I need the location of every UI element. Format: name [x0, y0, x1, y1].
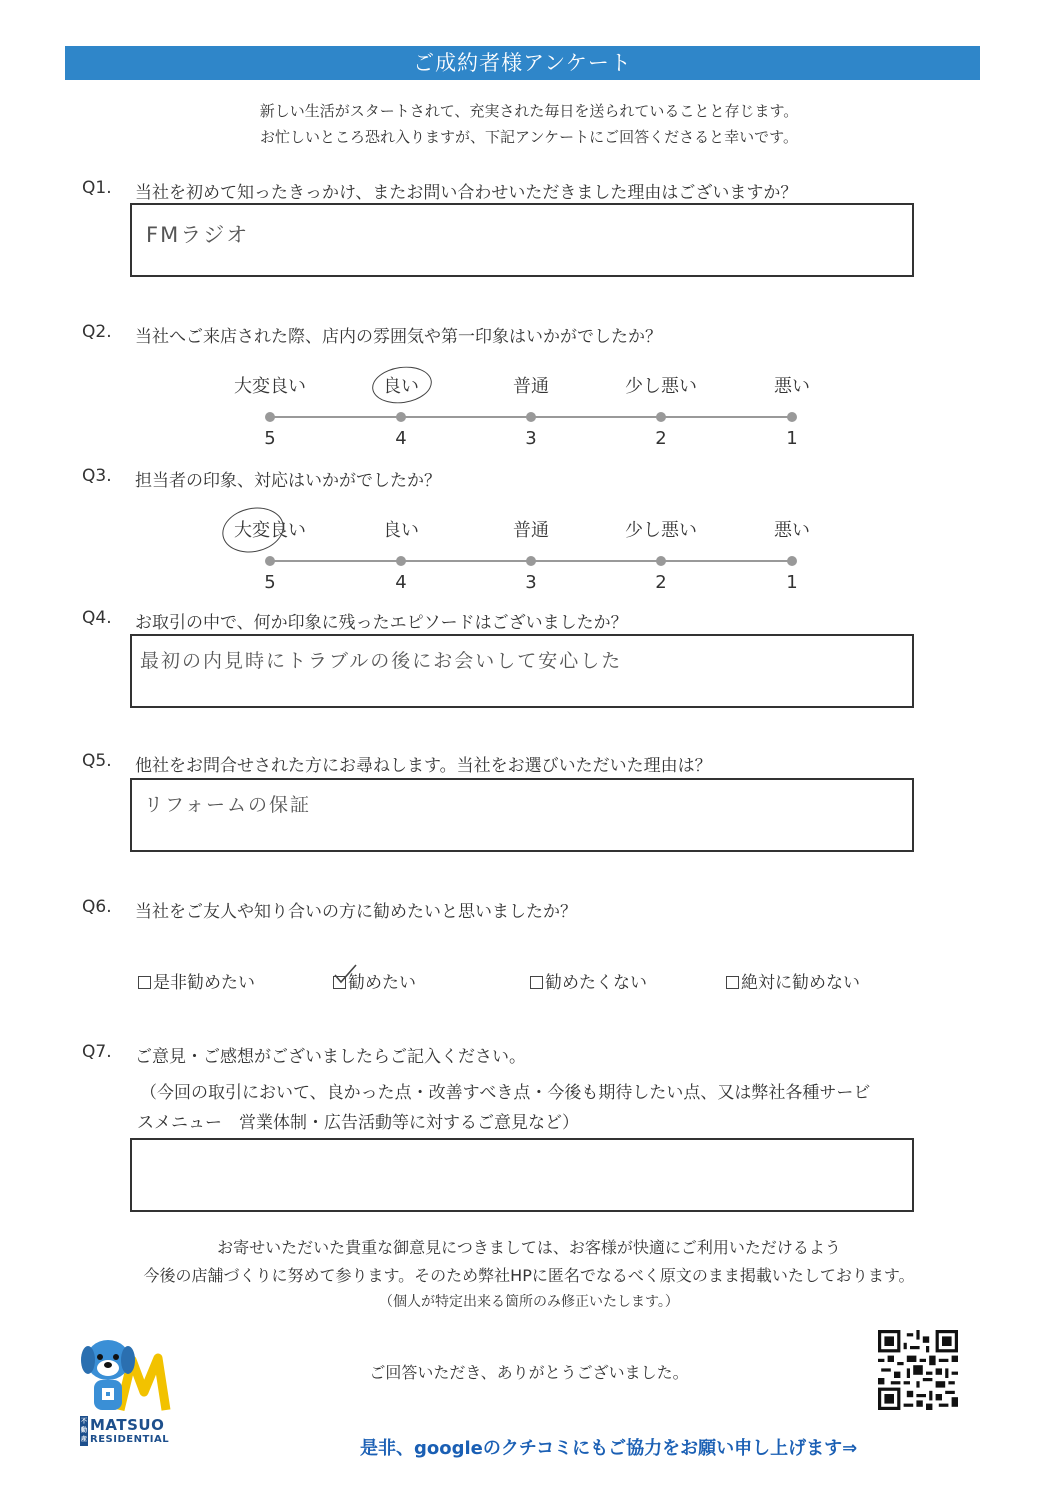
- thanks-message: ご回答いただき、ありがとうございました。: [369, 1363, 689, 1382]
- q7-question: ご意見・ご感想がございましたらご記入ください。: [135, 1047, 526, 1067]
- q3-option-1-label: 悪い: [774, 520, 810, 541]
- q2-num-5: 5: [264, 428, 276, 449]
- q2-num-2: 2: [655, 428, 667, 449]
- logo-brand: MATSUO: [90, 1416, 165, 1434]
- q5-answer-text: リフォームの保証: [144, 794, 312, 816]
- q3-dot-4[interactable]: [396, 556, 406, 566]
- intro-line-1: 新しい生活がスタートされて、充実された毎日を送られていることと存じます。: [259, 102, 799, 120]
- q1-answer-box[interactable]: [130, 203, 914, 277]
- q3-option-3-label: 普通: [513, 520, 549, 541]
- q7-label: Q7.: [82, 1042, 112, 1062]
- q3-dot-5[interactable]: [265, 556, 275, 566]
- checkbox-icon: [726, 976, 739, 989]
- q3-dot-3[interactable]: [526, 556, 536, 566]
- q3-option-2-label: 少し悪い: [625, 520, 697, 541]
- q2-option-4-label: 良い: [383, 376, 419, 397]
- google-review-cta[interactable]: 是非、googleのクチコミにもご協力をお願い申し上げます⇒: [360, 1438, 858, 1459]
- logo-sub: RESIDENTIAL: [90, 1434, 170, 1445]
- q2-num-4: 4: [395, 428, 407, 449]
- logo-side-text: 不動産: [81, 1418, 88, 1443]
- q4-answer-box[interactable]: [130, 634, 914, 708]
- q2-num-1: 1: [786, 428, 798, 449]
- q2-option-5-label: 大変良い: [234, 376, 306, 397]
- q7-note-line-2: スメニュー 営業体制・広告活動等に対するご意見など）: [137, 1113, 579, 1133]
- q2-label: Q2.: [82, 322, 112, 342]
- q6-option-1[interactable]: 是非勧めたい: [138, 968, 255, 993]
- checkbox-icon: [138, 976, 151, 989]
- q3-option-4-label: 良い: [383, 520, 419, 541]
- q1-label: Q1.: [82, 178, 112, 198]
- q6-option-2[interactable]: 勧めたい: [333, 968, 416, 993]
- q5-label: Q5.: [82, 751, 112, 771]
- q2-option-1-label: 悪い: [774, 376, 810, 397]
- q5-answer-box[interactable]: [130, 778, 914, 852]
- dog-mascot-icon: [80, 1330, 190, 1420]
- footer-line-1: お寄せいただいた貴重な御意見につきましては、お客様が快適にご利用いただけるよう: [217, 1238, 841, 1257]
- q2-num-3: 3: [525, 428, 537, 449]
- q3-dot-1[interactable]: [787, 556, 797, 566]
- q2-option-3-label: 普通: [513, 376, 549, 397]
- checkbox-icon: [530, 976, 543, 989]
- qr-code-icon: [878, 1330, 958, 1410]
- q4-label: Q4.: [82, 608, 112, 628]
- q2-question: 当社へご来店された際、店内の雰囲気や第一印象はいかがでしたか？: [135, 327, 662, 347]
- q2-dot-4[interactable]: [396, 412, 406, 422]
- matsuo-residential-logo: [80, 1330, 190, 1448]
- q1-answer-text: FMラジオ: [146, 223, 250, 247]
- qr-code[interactable]: [878, 1330, 958, 1410]
- q3-option-5-label: 大変良い: [234, 520, 306, 541]
- q3-num-5: 5: [264, 572, 276, 593]
- q2-selected-circle: [370, 363, 434, 407]
- q4-question: お取引の中で、何か印象に残ったエピソードはございましたか？: [135, 613, 628, 633]
- q2-option-2-label: 少し悪い: [625, 376, 697, 397]
- q6-option-4[interactable]: 絶対に勧めない: [726, 968, 860, 993]
- q5-question: 他社をお問合せされた方にお尋ねします。当社をお選びいただいた理由は？: [135, 756, 712, 776]
- footer-line-2: 今後の店舗づくりに努めて参ります。そのため弊社HPに匿名でなるべく原文のまま掲載いたしております。: [143, 1266, 915, 1285]
- q3-num-2: 2: [655, 572, 667, 593]
- q3-label: Q3.: [82, 466, 112, 486]
- q3-question: 担当者の印象、対応はいかがでしたか？: [135, 471, 441, 491]
- footer-line-3: （個人が特定出来る箇所のみ修正いたします。）: [379, 1294, 679, 1310]
- q2-dot-2[interactable]: [656, 412, 666, 422]
- survey-title-banner: ご成約者様アンケート: [65, 46, 980, 80]
- q3-num-4: 4: [395, 572, 407, 593]
- q6-question: 当社をご友人や知り合いの方に勧めたいと思いましたか？: [135, 902, 577, 922]
- q7-note-line-1: （今回の取引において、良かった点・改善すべき点・今後も期待したい点、又は弊社各種サービ: [140, 1083, 871, 1103]
- q3-dot-2[interactable]: [656, 556, 666, 566]
- q3-num-1: 1: [786, 572, 798, 593]
- q3-num-3: 3: [525, 572, 537, 593]
- q6-option-3[interactable]: 勧めたくない: [530, 968, 647, 993]
- q7-answer-box[interactable]: [130, 1138, 914, 1212]
- q1-question: 当社を初めて知ったきっかけ、またお問い合わせいただきました理由はございますか？: [135, 183, 798, 203]
- q2-dot-5[interactable]: [265, 412, 275, 422]
- q3-rating-scale[interactable]: [0, 504, 1058, 604]
- q2-dot-1[interactable]: [787, 412, 797, 422]
- checkbox-checked-icon: [333, 976, 346, 989]
- q4-answer-text: 最初の内見時にトラブルの後にお会いして安心した: [140, 650, 623, 672]
- q3-selected-circle: [218, 502, 288, 558]
- q2-rating-scale[interactable]: [0, 360, 1058, 460]
- q2-dot-3[interactable]: [526, 412, 536, 422]
- q6-label: Q6.: [82, 897, 112, 917]
- intro-line-2: お忙しいところ恐れ入りますが、下記アンケートにご回答くださると幸いです。: [260, 128, 798, 146]
